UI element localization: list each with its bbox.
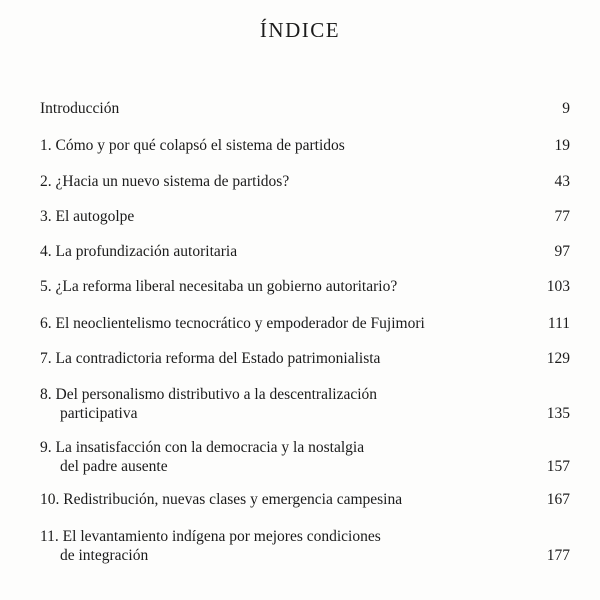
toc-entry-title: 8. Del personalismo distributivo a la descentralización (40, 386, 378, 403)
toc-entry-page: 177 (546, 547, 570, 564)
toc-entry-title: 11. El levantamiento indígena por mejores condiciones (40, 528, 381, 545)
toc-entry (40, 438, 570, 476)
toc-entry (40, 207, 570, 226)
toc-entry-title-continued: participativa (60, 405, 138, 422)
toc-entry (40, 490, 570, 509)
toc-entry-title: 1. Cómo y por qué colapsó el sistema de partidos (40, 137, 345, 154)
toc-entry-page: 129 (546, 350, 570, 367)
toc-entry-page: 77 (554, 208, 570, 225)
toc-entry-title: 6. El neoclientelismo tecnocrático y empoderador de Fujimori (40, 315, 425, 332)
toc-entry (40, 385, 570, 423)
toc-entry-title: 5. ¿La reforma liberal necesitaba un gobierno autoritario? (40, 278, 398, 295)
toc-entry (40, 349, 570, 368)
toc-entry-title: 2. ¿Hacia un nuevo sistema de partidos? (40, 173, 290, 190)
toc-entry-page: 157 (546, 458, 570, 475)
toc-entry-title: Introducción (40, 100, 120, 117)
toc-entry-page: 43 (554, 173, 570, 190)
toc-entry-page: 135 (546, 405, 570, 422)
toc-entry-page: 97 (554, 243, 570, 260)
toc-entry (40, 136, 570, 155)
page-title: ÍNDICE (259, 18, 341, 42)
toc-entry (40, 527, 570, 565)
toc-entry-page: 103 (546, 278, 570, 295)
toc-entry-page: 167 (546, 491, 570, 508)
toc-entry-title: 10. Redistribución, nuevas clases y emergencia campesina (40, 491, 403, 508)
toc-entry-page: 19 (554, 137, 570, 154)
toc-entry-title: 9. La insatisfacción con la democracia y la nostalgia (40, 439, 365, 456)
toc-entry (40, 172, 570, 191)
toc-entry-title: 4. La profundización autoritaria (40, 243, 238, 260)
toc-entry (40, 242, 570, 261)
toc-entry (40, 314, 570, 333)
toc-entry-title: 7. La contradictoria reforma del Estado patrimonialista (40, 350, 381, 367)
toc-entry-title-continued: de integración (60, 547, 149, 564)
toc-entry-page: 111 (547, 315, 570, 332)
toc-entry (40, 99, 570, 118)
toc-entry (40, 277, 570, 296)
toc-entry-page: 9 (562, 100, 570, 117)
toc-entry-title-continued: del padre ausente (60, 458, 168, 475)
toc-entry-title: 3. El autogolpe (40, 208, 135, 225)
